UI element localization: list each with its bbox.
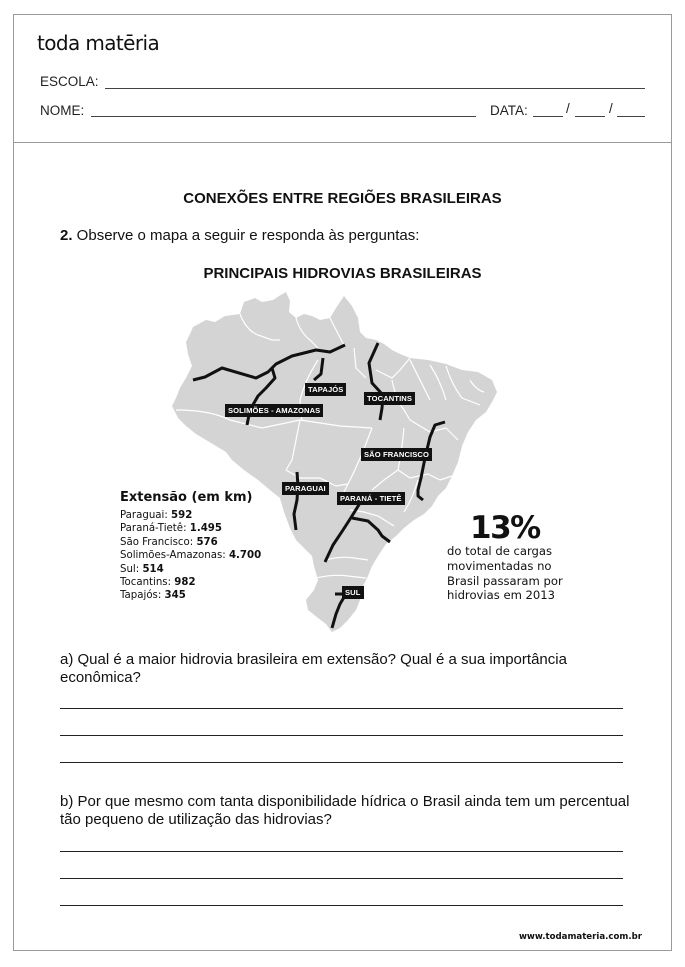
legend-item-value: 345 — [164, 590, 186, 602]
answer-a-line-2[interactable] — [60, 735, 623, 736]
question-a: a) Qual é a maior hidrovia brasileira em extensão? Qual é a sua importância econômica? — [60, 651, 567, 686]
legend-item — [120, 522, 261, 535]
legend-item-value: 592 — [171, 510, 193, 521]
instruction-number: 2. — [60, 227, 73, 244]
legend-item-value: 4.700 — [228, 550, 262, 562]
question-b: b) Por que mesmo com tanta disponibilidade hídrica o Brasil ainda tem um percentual tão pequeno de utilização das hidrovias? — [60, 793, 630, 828]
parana-tiete-label: PARANÁ - TIETÊ — [337, 492, 405, 505]
map-title: PRINCIPAIS HIDROVIAS BRASILEIRAS — [203, 265, 482, 282]
legend-title: Extensão (em km) — [120, 490, 253, 505]
instruction-text: Observe o mapa a seguir e responda às perguntas: — [72, 227, 420, 244]
legend-item — [120, 509, 261, 522]
tocantins-label: TOCANTINS — [364, 392, 415, 405]
waterway-cargo-stat — [447, 512, 577, 603]
answer-b-line-2[interactable] — [60, 878, 623, 879]
legend-item — [120, 576, 261, 589]
data-separator: / — [566, 101, 570, 116]
stat-caption: do total de cargas movimentadas no Brasil passaram por hidrovias em 2013 — [447, 544, 563, 603]
legend-item — [120, 536, 261, 549]
escola-label: ESCOLA: — [40, 74, 99, 89]
legend-item-name: Paraguai: — [120, 510, 172, 521]
legend-item-value: 514 — [142, 563, 164, 575]
legend-item-name: São Francisco: — [120, 536, 197, 548]
legend-item-name: Paraná-Tietê: — [120, 523, 190, 535]
toda-materia-logo: toda matēria — [37, 31, 160, 55]
stat-percentage: 13% — [470, 510, 540, 546]
solimoes-amazonas-label: SOLIMÕES - AMAZONAS — [225, 404, 323, 417]
answer-b-line-1[interactable] — [60, 851, 623, 852]
data-label: DATA: — [490, 103, 528, 118]
legend-item — [120, 549, 261, 562]
sul-label: SUL — [342, 586, 364, 599]
legend-item-name: Tapajós: — [120, 590, 165, 602]
data-separator: / — [609, 101, 613, 116]
sao-francisco-label: SÃO FRANCISCO — [361, 448, 432, 461]
legend-item-value: 982 — [174, 577, 196, 589]
answer-a-line-3[interactable] — [60, 762, 623, 763]
legend-item-name: Tocantins: — [120, 577, 175, 589]
legend-item-value: 576 — [196, 536, 218, 548]
legend-item-value: 1.495 — [189, 523, 222, 535]
answer-a-line-1[interactable] — [60, 708, 623, 709]
legend-item-name: Solimões-Amazonas: — [120, 550, 229, 562]
legend-item-name: Sul: — [120, 563, 143, 575]
answer-b-line-3[interactable] — [60, 905, 623, 906]
tapajos-label: TAPAJÓS — [305, 383, 346, 396]
nome-label: NOME: — [40, 103, 85, 118]
legend-item — [120, 589, 261, 602]
worksheet-title: CONEXÕES ENTRE REGIÕES BRASILEIRAS — [183, 190, 502, 207]
paraguai-label: PARAGUAI — [282, 482, 329, 495]
extension-legend — [120, 490, 261, 603]
footer-website: www.todamateria.com.br — [518, 932, 642, 942]
legend-item — [120, 563, 261, 576]
